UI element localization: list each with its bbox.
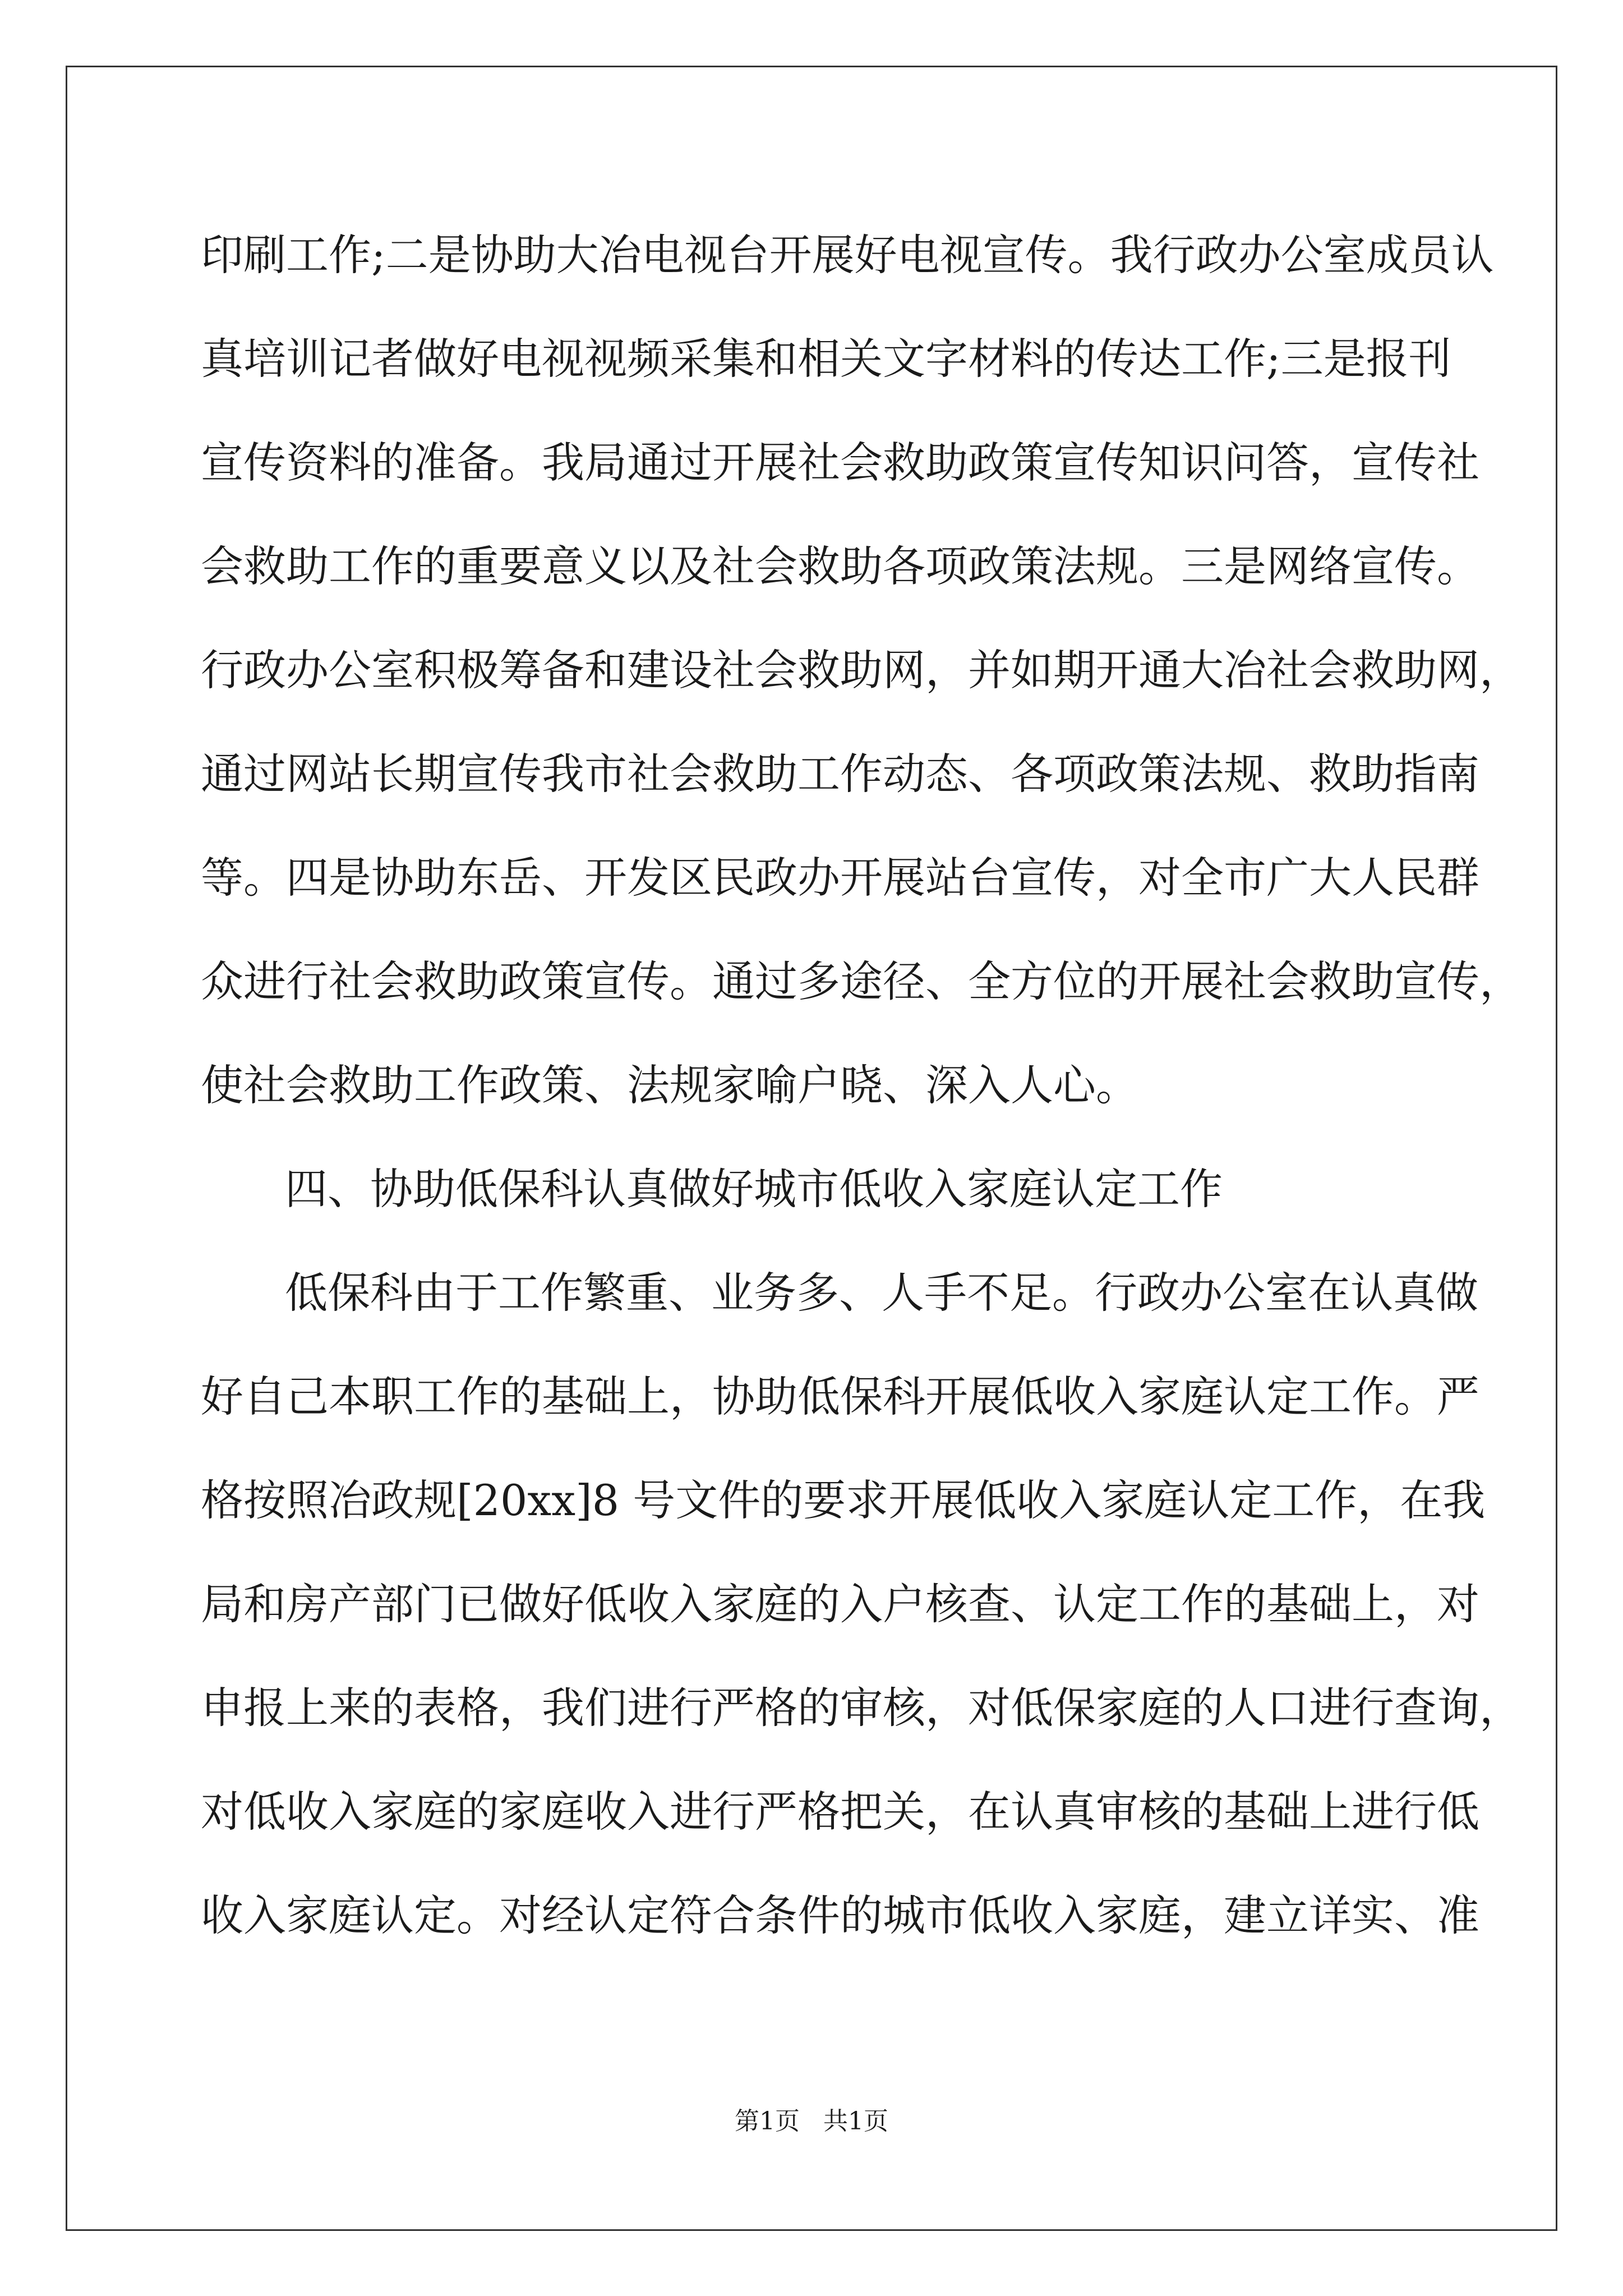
text-line: 众进行社会救助政策宣传。通过多途径、全方位的开展社会救助宣传， — [201, 956, 1522, 1006]
text-line: 会救助工作的重要意义以及社会救助各项政策法规。三是网络宣传。 — [201, 541, 1479, 591]
text-line: 行政办公室积极筹备和建设社会救助网，并如期开通大冶社会救助网， — [201, 645, 1522, 695]
text-line: 宣传资料的准备。我局通过开展社会救助政策宣传知识问答，宣传社 — [201, 438, 1479, 487]
text-line: 申报上来的表格，我们进行严格的审核，对低保家庭的人口进行查询， — [201, 1683, 1522, 1733]
text-line: 格按照冶政规[20xx]8 号文件的要求开展低收入家庭认定工作，在我 — [201, 1475, 1486, 1525]
text-line: 收入家庭认定。对经认定符合条件的城市低收入家庭，建立详实、准 — [201, 1890, 1479, 1940]
text-line: 低保科由于工作繁重、业务多、人手不足。行政办公室在认真做 — [285, 1268, 1478, 1318]
text-line: 真培训记者做好电视视频采集和相关文字材料的传达工作;三是报刊 — [201, 334, 1451, 384]
text-line: 局和房产部门已做好低收入家庭的入户核查、认定工作的基础上，对 — [201, 1579, 1479, 1629]
text-line: 使社会救助工作政策、法规家喻户晓、深入人心。 — [201, 1060, 1138, 1110]
page-footer: 第1页 共1页 — [735, 2107, 888, 2136]
text-line: 印刷工作;二是协助大冶电视台开展好电视宣传。我行政办公室成员认 — [201, 230, 1494, 280]
text-line: 好自己本职工作的基础上，协助低保科开展低收入家庭认定工作。严 — [201, 1372, 1479, 1421]
text-line: 等。四是协助东岳、开发区民政办开展站台宣传，对全市广大人民群 — [201, 853, 1479, 903]
text-line: 对低收入家庭的家庭收入进行严格把关，在认真审核的基础上进行低 — [201, 1787, 1479, 1837]
text-line: 通过网站长期宣传我市社会救助工作动态、各项政策法规、救助指南 — [201, 749, 1479, 799]
section-heading: 四、协助低保科认真做好城市低收入家庭认定工作 — [285, 1164, 1223, 1214]
